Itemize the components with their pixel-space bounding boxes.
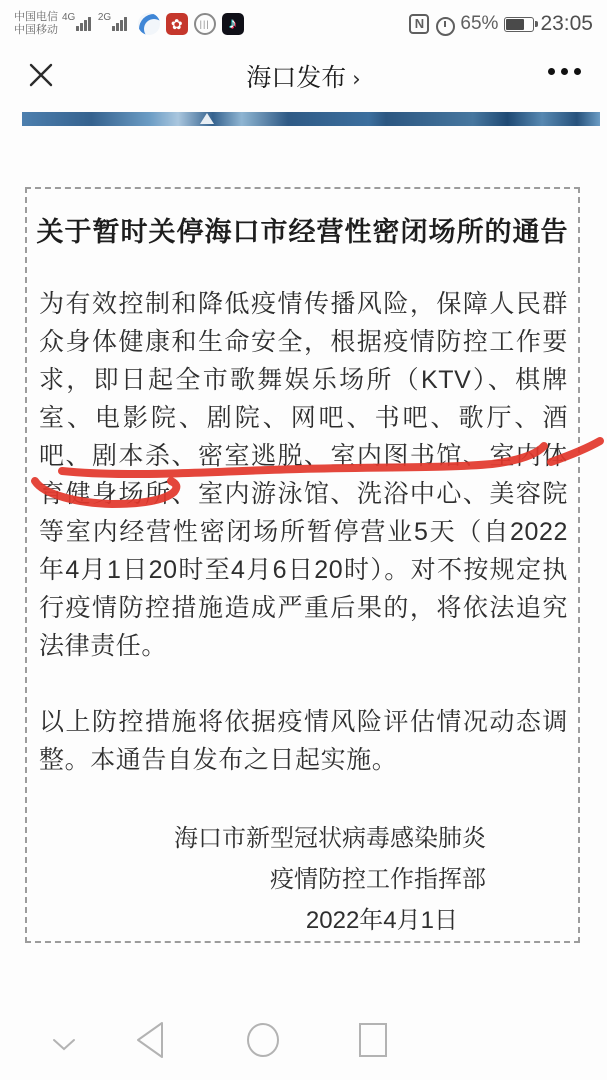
gray-app-icon — [194, 13, 216, 35]
chevron-down-icon — [52, 1038, 76, 1052]
signature-line-2: 疫情防控工作指挥部 — [270, 866, 486, 893]
notice-signature — [27, 818, 578, 941]
signal-primary — [62, 12, 91, 31]
signature-line-1: 海口市新型冠状病毒感染肺炎 — [174, 825, 486, 852]
network-type-primary: 4G — [62, 12, 76, 23]
alarm-clock-icon — [435, 15, 454, 34]
wechat-header — [0, 48, 607, 104]
notification-icons — [138, 13, 244, 35]
home-button[interactable] — [246, 1022, 280, 1058]
clock-time: 23:05 — [540, 12, 593, 35]
network-type-secondary: 2G — [97, 12, 112, 23]
status-bar-right — [409, 12, 593, 36]
signature-date: 2022年4月1日 — [305, 907, 458, 934]
notice-document — [25, 187, 580, 943]
recents-square-icon — [358, 1022, 388, 1058]
notice-paragraph-2: 以上防控措施将依据疫情风险评估情况动态调整。本通告自发布之日起实施。 — [39, 708, 568, 774]
back-triangle-icon — [134, 1020, 166, 1060]
dot-icon — [574, 68, 581, 75]
recents-button[interactable] — [358, 1022, 388, 1058]
carrier-secondary: 中国移动 — [14, 24, 58, 36]
battery-icon — [504, 17, 534, 32]
signal-bars-icon — [112, 17, 127, 31]
android-nav-bar — [0, 1002, 607, 1080]
nfc-icon: N — [409, 14, 429, 34]
signal-secondary — [97, 12, 127, 31]
dot-icon — [561, 68, 568, 75]
red-app-icon — [166, 13, 188, 35]
more-menu-button[interactable] — [548, 68, 581, 75]
battery-percent: 65% — [460, 13, 499, 34]
chevron-right-icon: › — [352, 67, 361, 91]
carrier-labels — [14, 11, 58, 37]
notice-title: 关于暂时关停海口市经营性密闭场所的通告 — [36, 217, 569, 247]
browser-app-icon — [138, 13, 160, 35]
dot-icon — [548, 68, 555, 75]
tiktok-app-icon — [222, 13, 244, 35]
status-bar — [0, 0, 607, 48]
hide-navbar-button[interactable] — [52, 1038, 76, 1052]
account-title[interactable] — [0, 58, 607, 94]
notice-paragraph-1: 为有效控制和降低疫情传播风险，保障人民群众身体健康和生命安全，根据疫情防控工作要求，即日起全市歌舞娱乐场所（KTV）、棋牌室、电影院、剧院、网吧、书吧、歌厅、酒吧、剧本杀、密室逃脱、室内图书馆、室内体育健身场所、室内游泳馆、洗浴中心、美容院等室内经营性密闭场所暂停营业5天（自2022年4月1日20时至4月6日20时）。对不按规定执行疫情防控措施造成严重后果的，将依法追究法律责任。 — [39, 290, 568, 660]
carrier-primary: 中国电信 — [14, 11, 58, 23]
account-title-label: 海口发布 — [246, 64, 347, 92]
home-circle-icon — [246, 1022, 280, 1058]
signal-bars-icon — [76, 17, 91, 31]
back-button[interactable] — [134, 1020, 166, 1060]
scrolled-banner-image — [22, 112, 600, 126]
